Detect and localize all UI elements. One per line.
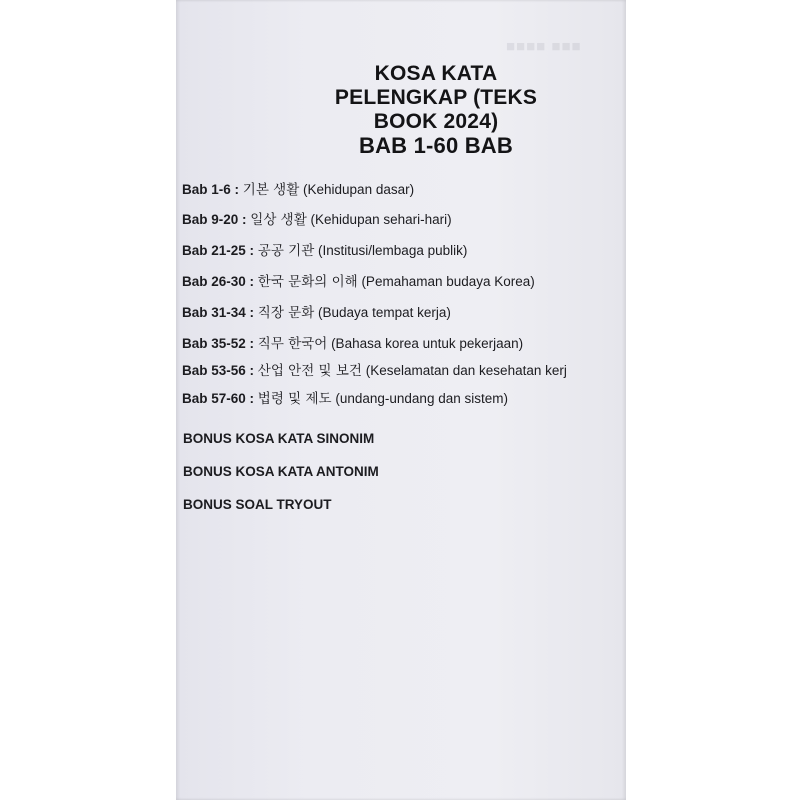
chapter-korean: 산업 안전 및 보건 <box>257 363 362 379</box>
chapter-row <box>182 363 626 379</box>
chapter-row <box>182 243 626 259</box>
chapter-row <box>182 182 626 198</box>
chapter-range: Bab 26-30 : <box>182 274 255 289</box>
chapter-range: Bab 35-52 : <box>182 336 255 351</box>
chapter-korean: 공공 기관 <box>257 243 315 259</box>
chapter-range: Bab 21-25 : <box>182 243 255 258</box>
chapter-korean: 직장 문화 <box>257 305 315 321</box>
chapter-korean: 일상 생활 <box>250 212 307 228</box>
chapter-row <box>182 391 626 407</box>
chapter-translation: (Institusi/lembaga publik) <box>318 243 468 258</box>
paper-sheet <box>176 0 626 800</box>
title-line-2: PELENGKAP (TEKS <box>334 86 538 109</box>
chapter-korean: 한국 문화의 이해 <box>257 274 358 290</box>
chapter-row <box>182 305 626 321</box>
chapter-range: Bab 53-56 : <box>182 363 255 378</box>
bonus-item: BONUS KOSA KATA ANTONIM <box>183 464 379 479</box>
chapter-korean: 직무 한국어 <box>257 336 328 352</box>
chapter-translation: (Keselamatan dan kesehatan kerj <box>365 363 567 378</box>
chapter-row <box>182 274 626 290</box>
chapter-translation: (Pemahaman budaya Korea) <box>361 274 535 289</box>
chapter-range: Bab 57-60 : <box>182 391 255 406</box>
bonus-item: BONUS SOAL TRYOUT <box>183 497 332 512</box>
chapter-row <box>182 336 626 352</box>
chapter-range: Bab 31-34 : <box>182 305 255 320</box>
chapter-translation: (Kehidupan sehari-hari) <box>310 212 452 227</box>
bonus-item: BONUS KOSA KATA SINONIM <box>183 431 375 446</box>
chapter-range: Bab 9-20 : <box>182 212 247 227</box>
title-line-1: KOSA KATA <box>374 62 498 85</box>
chapter-list <box>182 182 626 407</box>
chapter-translation: (Kehidupan dasar) <box>303 182 415 197</box>
document-title <box>311 62 561 158</box>
chapter-translation: (undang-undang dan sistem) <box>335 391 508 406</box>
bleed-through-text: ■■■■ ■■■ <box>506 38 582 55</box>
title-line-4: BAB 1-60 BAB <box>359 133 513 158</box>
chapter-row <box>182 212 626 228</box>
chapter-translation: (Budaya tempat kerja) <box>318 305 451 320</box>
title-line-3: BOOK 2024) <box>373 110 499 133</box>
chapter-translation: (Bahasa korea untuk pekerjaan) <box>331 336 524 351</box>
chapter-korean: 기본 생활 <box>242 182 300 198</box>
chapter-korean: 법령 및 제도 <box>257 391 332 407</box>
chapter-range: Bab 1-6 : <box>182 182 240 197</box>
